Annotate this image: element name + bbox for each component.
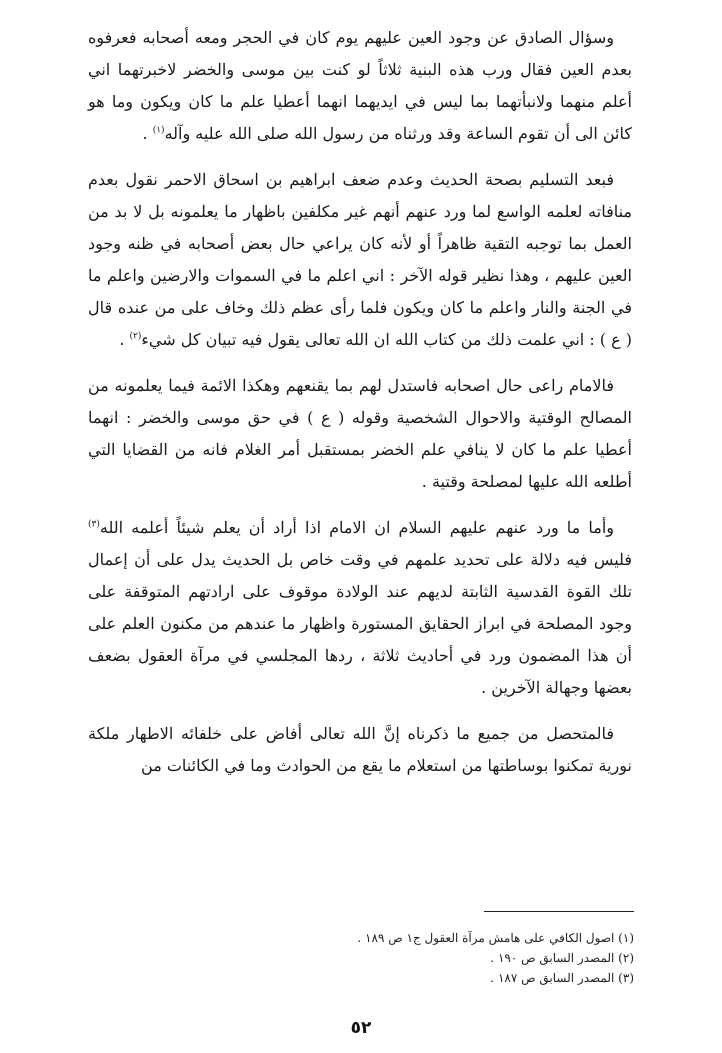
footnote-ref-2: (٢) [129, 331, 142, 342]
footnote-3: (٣) المصدر السابق ص ١٨٧ . [490, 971, 634, 985]
paragraph-1-tail: . [142, 124, 153, 143]
footnote-2: (٢) المصدر السابق ص ١٩٠ . [490, 951, 634, 965]
paragraph-4 [88, 512, 632, 704]
footnote-1: (١) اصول الكافي على هامش مرآة العقول ج١ ص ١٨٩ . [357, 931, 634, 945]
footnote-ref-1: (١) [152, 125, 165, 136]
paragraph-1 [88, 22, 632, 150]
paragraph-3-text: فالامام راعى حال اصحابه فاستدل لهم بما يقنعهم وهكذا الائمة فيما يعلمونه من المصالح الوقتية والاحوال الشخصية وقوله ( ع ) في حق موسى والخضر : انهما أعطيا علم ما كان لا ينافي علم الخضر بمستقبل أمر الغلام فانه من القضايا التي أطلعه الله عليها لمصلحة وقتية . [88, 376, 632, 491]
paragraph-4-text: وأما ما ورد عنهم عليهم السلام ان الامام اذا أراد أن يعلم شيئاً أعلمه الله [99, 518, 615, 537]
paragraph-5 [88, 718, 632, 782]
paragraph-3 [88, 370, 632, 498]
footnotes [88, 928, 634, 988]
paragraph-4-tail: فليس فيه دلالة على تحديد علمهم في وقت خاص بل الحديث يدل على أن إعمال تلك القوة القدسية الثابتة لديهم عند الولادة موقوف على ارادتهم المتوقفة على وجود المصلحة في ابراز الحقايق المستورة واظهار ما عندهم من مكنون العلم على أن هذا المضمون ورد في أحاديث ثلاثة ، ردها المجلسي في مرآة العقول بضعف بعضها وجهالة الآخرين . [88, 550, 633, 697]
main-text [88, 22, 632, 796]
paragraph-2-tail: . [119, 330, 130, 349]
paragraph-1-text: وسؤال الصادق عن وجود العين عليهم يوم كان في الحجر ومعه أصحابه فعرفوه بعدم العين فقال ورب هذه البنية ثلاثاً لو كنت بين موسى والخضر لاخبرتهما اني أعلم منهما ولانبأتهما بما ليس في ايديهما انهما أعطيا علم ما كان ويكون وما هو كائن الى أن تقوم الساعة وقد ورثناه من رسول الله صلى الله عليه وآله [88, 28, 632, 143]
paragraph-5-text: فالمتحصل من جميع ما ذكرناه إنَّ الله تعالى أفاض على خلفائه الاطهار ملكة نورية تمكنوا بوساطتها من استعلام ما يقع من الحوادث وما في الكائنات من [88, 724, 632, 775]
footnote-ref-3: (٣) [88, 519, 100, 530]
paragraph-2-text: فبعد التسليم بصحة الحديث وعدم ضعف ابراهيم بن اسحاق الاحمر نقول بعدم منافاته لعلمه الواسع لما ورد عنهم أنهم غير مكلفين باظهار ما يعلمونه بل لا بد من العمل بما توجبه التقية ظاهراً أو لأنه كان يراعي حال بعض أصحابه في ظنه وجود العين عليهم ، وهذا نظير قوله الآخر : اني اعلم ما في السموات والارضين واعلم ما في الجنة والنار واعلم ما كان ويكون فلما رأى عظم ذلك وخاف على من عنده قال ( ع ) : اني علمت ذلك من كتاب الله ان الله تعالى يقول فيه تبيان كل شيء [88, 170, 632, 349]
page-number: ٥٢ [350, 1018, 372, 1038]
footnote-separator [484, 911, 634, 912]
paragraph-2 [88, 164, 632, 356]
